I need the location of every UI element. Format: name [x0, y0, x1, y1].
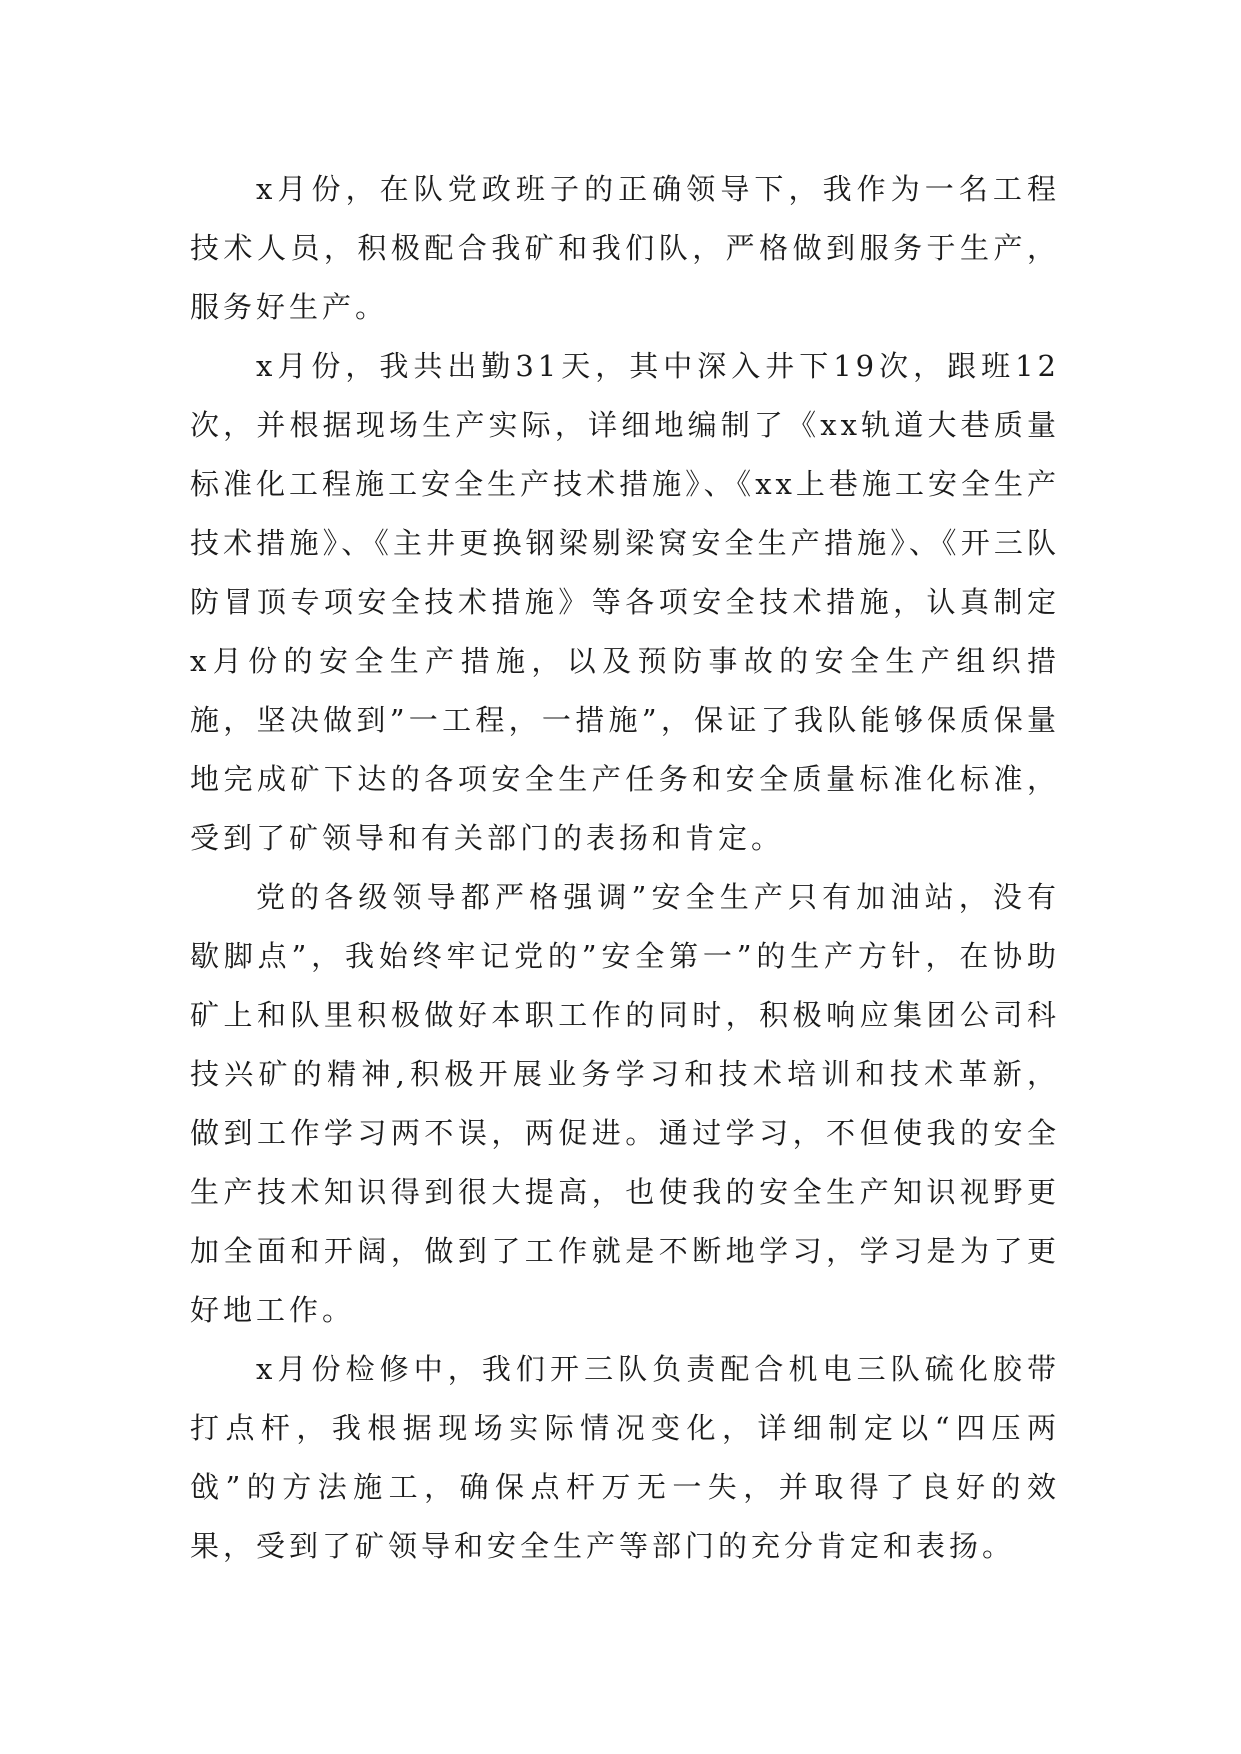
document-body [190, 160, 1060, 1576]
paragraph-2: x月份，我共出勤31天，其中深入井下19次，跟班12次，并根据现场生产实际，详细地编制了《xx轨道大巷质量标准化工程施工安全生产技术措施》、《xx上巷施工安全生产技术措施》、《主井更换钢梁剔梁窝安全生产措施》、《开三队防冒顶专项安全技术措施》等各项安全技术措施，认真制定x月份的安全生产措施，以及预防事故的安全生产组织措施，坚决做到”一工程，一措施”，保证了我队能够保质保量地完成矿下达的各项安全生产任务和安全质量标准化标准，受到了矿领导和有关部门的表扬和肯定。 [190, 349, 1060, 855]
paragraph-3: 党的各级领导都严格强调”安全生产只有加油站，没有歇脚点”，我始终牢记党的”安全第一”的生产方针，在协助矿上和队里积极做好本职工作的同时，积极响应集团公司科技兴矿的精神,积极开展业务学习和技术培训和技术革新，做到工作学习两不误，两促进。通过学习，不但使我的安全生产技术知识得到很大提高，也使我的安全生产知识视野更加全面和开阔，做到了工作就是不断地学习，学习是为了更好地工作。 [190, 880, 1060, 1327]
paragraph-4: x月份检修中，我们开三队负责配合机电三队硫化胶带打点杆，我根据现场实际情况变化，详细制定以“四压两戗”的方法施工，确保点杆万无一失，并取得了良好的效果，受到了矿领导和安全生产等部门的充分肯定和表扬。 [190, 1352, 1060, 1563]
paragraph-1: x月份，在队党政班子的正确领导下，我作为一名工程技术人员，积极配合我矿和我们队，严格做到服务于生产，服务好生产。 [190, 172, 1060, 324]
